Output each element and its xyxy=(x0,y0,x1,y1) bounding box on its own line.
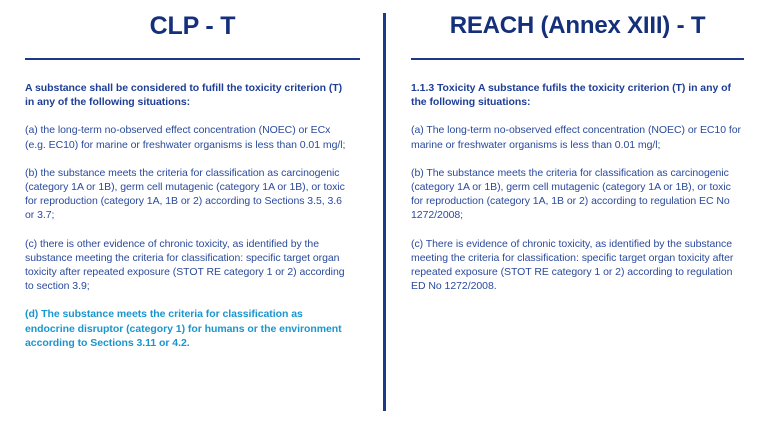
clp-lead-paragraph: A substance shall be considered to fufill the toxicity criterion (T) in any of the following situations: xyxy=(25,82,343,109)
column-clp-body xyxy=(25,60,360,350)
reach-lead-paragraph: 1.1.3 Toxicity A substance fufils the toxicity criterion (T) in any of the following situations: xyxy=(411,82,731,109)
reach-criterion-c: (c) There is evidence of chronic toxicity, as identified by the substance meeting the criteria for classification: specific target organ toxicity after repeated exposure (STOT RE category 1 or 2) according to regulation ED No 1272/2008. xyxy=(411,237,734,293)
reach-criterion-a: (a) The long-term no-observed effect concentration (NOEC) or EC10 for marine or freshwater organisms is less than 0.01 mg/l; xyxy=(411,124,741,151)
column-divider xyxy=(383,13,386,411)
clp-criterion-d: (d) The substance meets the criteria for classification as endocrine disruptor (category 1) for humans or the environment according to Sections 3.11 or 4.2. xyxy=(25,308,342,349)
column-reach-header xyxy=(411,0,744,58)
clp-criterion-b: (b) the substance meets the criteria for classification as carcinogenic (category 1A or 1B), germ cell mutagenic (category 1A or 1B), or toxic for reproduction (category 1A, 1B or 2) according to Sections 3.5, 3.6 or 3.7; xyxy=(25,166,345,222)
column-reach-body xyxy=(411,60,744,293)
column-reach xyxy=(384,0,768,432)
column-reach-title: REACH (Annex XIII) - T xyxy=(449,12,706,39)
column-clp-title: CLP - T xyxy=(149,11,236,40)
clp-criterion-a: (a) the long-term no-observed effect concentration (NOEC) or ECx (e.g. EC10) for marine or freshwater organisms is less than 0.01 mg/l; xyxy=(25,124,346,151)
clp-criterion-c: (c) there is other evidence of chronic toxicity, as identified by the substance meeting the criteria for classification: specific target organ toxicity after repeated exposure (STOT RE category 1 or 2) according to section 3.9; xyxy=(25,237,345,293)
column-clp-header xyxy=(25,0,360,58)
reach-criterion-b: (b) The substance meets the criteria for classification as carcinogenic (category 1A or 1B), germ cell mutagenic (category 1A or 1B), or toxic for reproduction (category 1A, 1B or 2) according to regulation EC No 1272/2008; xyxy=(411,166,731,222)
